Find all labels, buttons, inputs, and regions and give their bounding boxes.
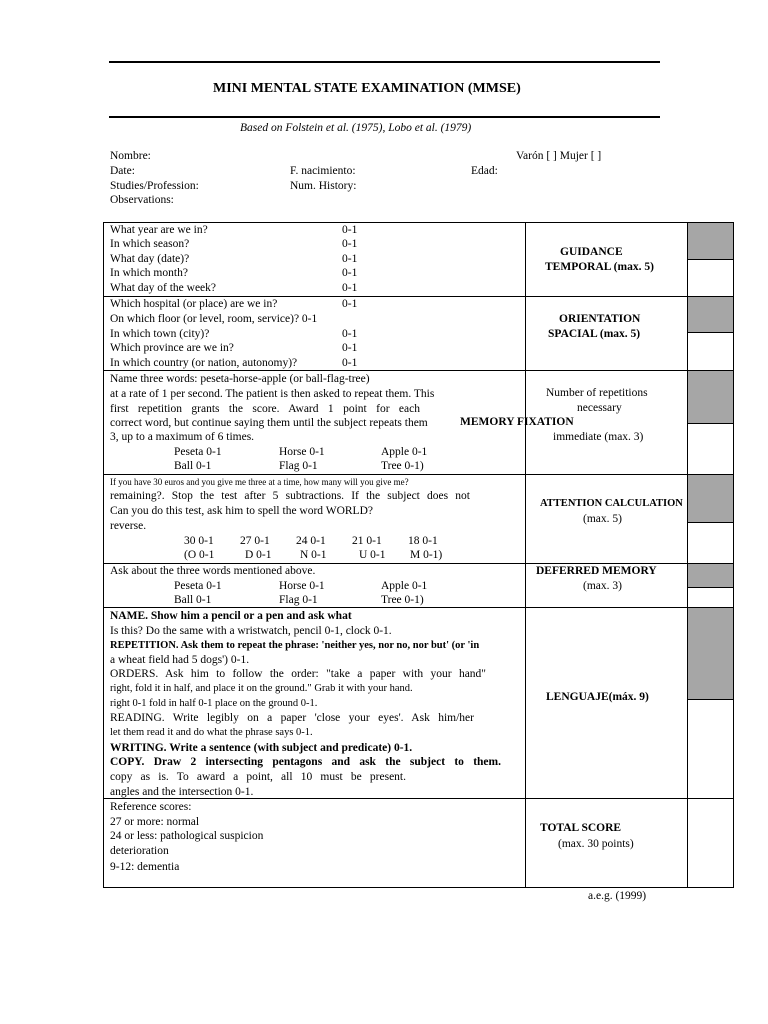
spatial-label-2: SPACIAL (max. 5) (548, 328, 641, 340)
temporal-q4: In which month? (110, 267, 188, 279)
temporal-s3: 0-1 (342, 253, 358, 265)
score-cell-temporal (688, 222, 733, 259)
memory-label-1: Number of repetitions (546, 387, 648, 399)
attention-num-24: 24 0-1 (296, 535, 326, 547)
attention-letter-o: (O 0-1 (184, 549, 215, 561)
reference-suspicion: 24 or less: pathological suspicion (110, 830, 264, 842)
language-line-6: right, fold it in half, and place it on the ground." Grab it with your hand. (110, 683, 413, 694)
score-cell-language (688, 607, 733, 699)
language-line-9: let them read it and do what the phrase says 0-1. (110, 727, 313, 738)
language-line-7: right 0-1 fold in half 0-1 place on the ground 0-1. (110, 698, 318, 709)
attention-line-2: remaining?. Stop the test after 5 subtractions. If the subject does not (110, 490, 470, 502)
temporal-q1: What year are we in? (110, 224, 208, 236)
spatial-s4: 0-1 (342, 342, 358, 354)
total-score-max: (max. 30 points) (558, 838, 634, 850)
attention-label-1: ATTENTION CALCULATION (540, 498, 683, 509)
memory-word-ball: Ball 0-1 (174, 460, 212, 472)
language-line-5: ORDERS. Ask him to follow the order: "take a paper with your hand" (110, 668, 486, 680)
memory-line-3: first repetition grants the score. Award 1 point for each (110, 403, 420, 415)
language-line-12: copy as is. To award a point, all 10 must be present. (110, 771, 406, 783)
temporal-s4: 0-1 (342, 267, 358, 279)
memory-line-5: 3, up to a maximum of 6 times. (110, 431, 255, 443)
memory-label-2: necessary (577, 402, 622, 414)
language-line-10: WRITING. Write a sentence (with subject and predicate) 0-1. (110, 742, 413, 754)
deferred-word-ball: Ball 0-1 (174, 594, 212, 606)
temporal-label-1: GUIDANCE (560, 246, 623, 258)
memory-line-1: Name three words: peseta-horse-apple (or ball-flag-tree) (110, 373, 370, 385)
nombre-label: Nombre: (110, 150, 151, 162)
language-line-8: READING. Write legibly on a paper 'close your eyes'. Ask him/her (110, 712, 474, 724)
total-score-label: TOTAL SCORE (540, 822, 622, 834)
language-line-2: Is this? Do the same with a wristwatch, pencil 0-1, clock 0-1. (110, 625, 392, 637)
memory-word-peseta: Peseta 0-1 (174, 446, 222, 458)
page-subtitle: Based on Folstein et al. (1975), Lobo et al. (1979) (240, 122, 472, 134)
page-title: MINI MENTAL STATE EXAMINATION (MMSE) (213, 81, 521, 96)
spatial-q2: On which floor (or level, room, service)? 0-1 (110, 313, 318, 325)
memory-word-tree: Tree 0-1) (381, 460, 424, 472)
memory-word-apple: Apple 0-1 (381, 446, 428, 458)
observations-label: Observations: (110, 194, 174, 206)
studies-label: Studies/Profession: (110, 180, 199, 192)
attention-line-1: If you have 30 euros and you give me three at a time, how many will you give me? (110, 477, 409, 487)
deferred-word-tree: Tree 0-1) (381, 594, 424, 606)
spatial-q1: Which hospital (or place) are we in? (110, 298, 278, 310)
reference-title: Reference scores: (110, 801, 192, 813)
spatial-q5: In which country (or nation, autonomy)? (110, 357, 298, 369)
deferred-word-apple: Apple 0-1 (381, 580, 428, 592)
reference-deterioration: deterioration (110, 845, 169, 857)
memory-word-horse: Horse 0-1 (279, 446, 325, 458)
deferred-line-1: Ask about the three words mentioned above. (110, 565, 316, 577)
spatial-s3: 0-1 (342, 328, 358, 340)
language-line-4: a wheat field had 5 dogs') 0-1. (110, 654, 250, 666)
deferred-label-2: (max. 3) (583, 580, 622, 592)
temporal-s1: 0-1 (342, 224, 358, 236)
title-underline (109, 116, 660, 118)
attention-num-18: 18 0-1 (408, 535, 438, 547)
deferred-word-horse: Horse 0-1 (279, 580, 325, 592)
spatial-q3: In which town (city)? (110, 328, 210, 340)
attention-label-2: (max. 5) (583, 513, 622, 525)
score-cell-memory (688, 370, 733, 423)
score-cell-attention (688, 474, 733, 522)
top-rule (109, 61, 660, 63)
deferred-word-peseta: Peseta 0-1 (174, 580, 222, 592)
age-label: Edad: (471, 165, 498, 177)
attention-line-4: reverse. (110, 520, 147, 532)
spatial-s5: 0-1 (342, 357, 358, 369)
reference-dementia: 9-12: dementia (110, 861, 180, 873)
temporal-q3: What day (date)? (110, 253, 190, 265)
footer-credit: a.e.g. (1999) (588, 890, 647, 902)
language-line-11: COPY. Draw 2 intersecting pentagons and ask the subject to them. (110, 756, 501, 768)
language-line-1: NAME. Show him a pencil or a pen and ask what (110, 610, 352, 622)
temporal-s5: 0-1 (342, 282, 358, 294)
temporal-q5: What day of the week? (110, 282, 217, 294)
language-label: LENGUAJE(máx. 9) (546, 691, 649, 703)
spatial-q4: Which province are we in? (110, 342, 234, 354)
date-label: Date: (110, 165, 135, 177)
memory-line-4: correct word, but continue saying them until the subject repeats them (110, 417, 428, 429)
attention-num-27: 27 0-1 (240, 535, 270, 547)
attention-letter-u: U 0-1 (359, 549, 386, 561)
temporal-q2: In which season? (110, 238, 190, 250)
attention-letter-n: N 0-1 (300, 549, 327, 561)
memory-fixation-heading: MEMORY FIXATION (460, 416, 574, 428)
attention-line-3: Can you do this test, ask him to spell the word WORLD? (110, 505, 373, 517)
attention-num-30: 30 0-1 (184, 535, 214, 547)
memory-label-3: immediate (max. 3) (553, 431, 644, 443)
birth-label: F. nacimiento: (290, 165, 356, 177)
score-cell-spatial (688, 296, 733, 332)
deferred-word-flag: Flag 0-1 (279, 594, 318, 606)
spatial-s1: 0-1 (342, 298, 358, 310)
temporal-s2: 0-1 (342, 238, 358, 250)
attention-num-21: 21 0-1 (352, 535, 382, 547)
spatial-label-1: ORIENTATION (559, 313, 641, 325)
memory-line-2: at a rate of 1 per second. The patient is then asked to repeat them. This (110, 388, 435, 400)
reference-normal: 27 or more: normal (110, 816, 200, 828)
attention-letter-m: M 0-1) (410, 549, 443, 561)
sex-field: Varón [ ] Mujer [ ] (516, 150, 602, 162)
attention-letter-d: D 0-1 (245, 549, 272, 561)
deferred-label-1: DEFERRED MEMORY (536, 565, 657, 577)
score-cell-deferred (688, 563, 733, 587)
history-label: Num. History: (290, 180, 357, 192)
temporal-label-2: TEMPORAL (max. 5) (545, 261, 654, 273)
memory-word-flag: Flag 0-1 (279, 460, 318, 472)
language-line-13: angles and the intersection 0-1. (110, 786, 254, 798)
language-line-3: REPETITION. Ask them to repeat the phrase: 'neither yes, nor no, nor but' (or 'in (110, 640, 480, 651)
